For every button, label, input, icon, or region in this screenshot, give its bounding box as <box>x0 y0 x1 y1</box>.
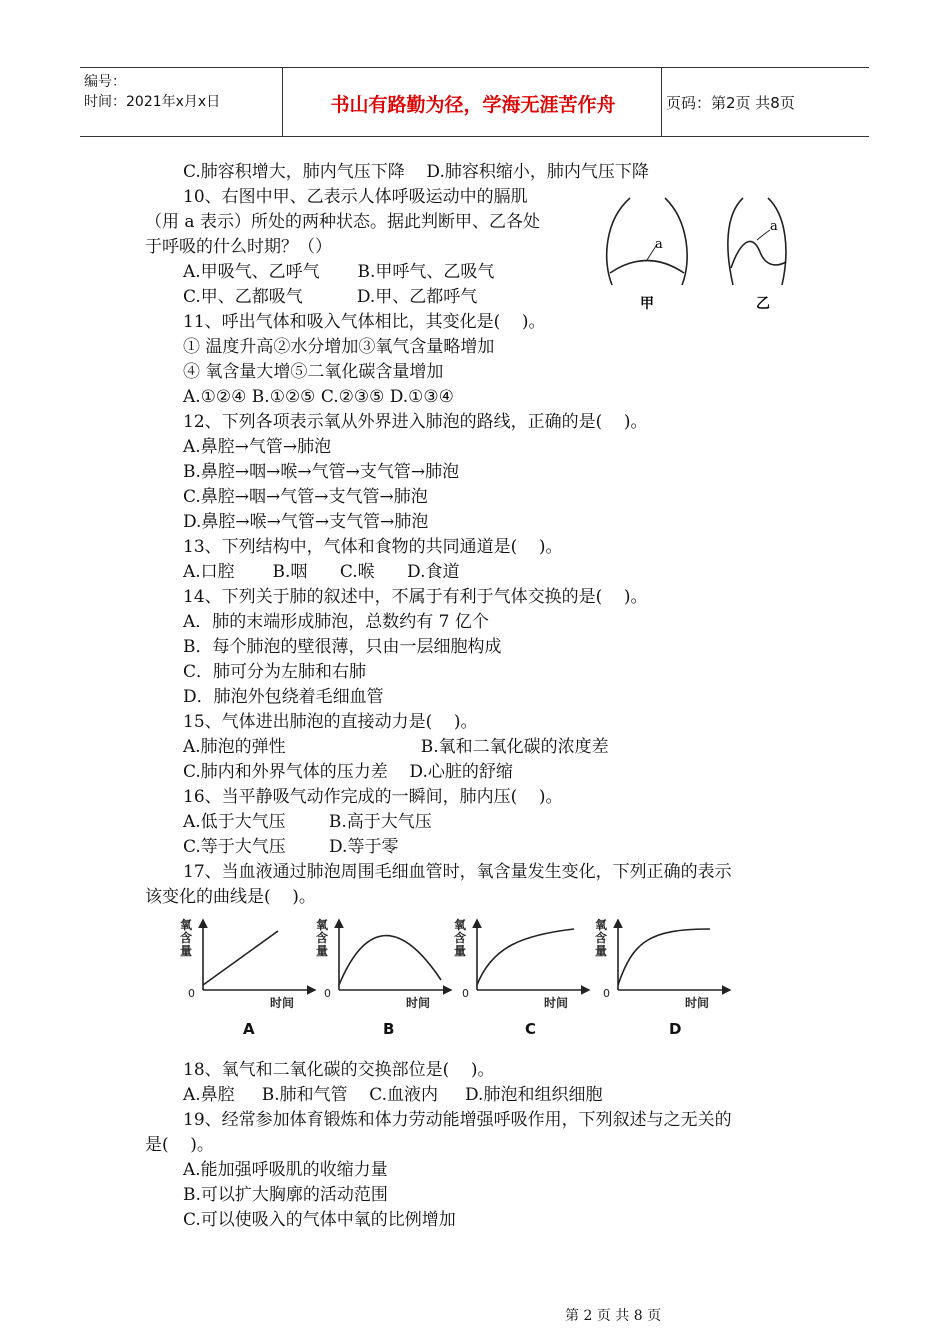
question-14: 14、下列关于肺的叙述中，不属于有利于气体交换的是( )。 <box>183 587 648 607</box>
graph-caption-a: A <box>243 1020 255 1038</box>
graph-d <box>595 917 730 1010</box>
oxygen-curve <box>339 936 441 985</box>
option-line: B.鼻腔→咽→喉→气管→支气管→肺泡 <box>183 462 460 482</box>
option-line: A.能加强呼吸肌的收缩力量 <box>183 1160 388 1180</box>
option-line: A.口腔 B.咽 C.喉 D.食道 <box>183 562 460 582</box>
chest-outline-jia <box>607 198 687 285</box>
header-divider <box>661 68 662 136</box>
graph-a <box>180 917 315 1010</box>
option-line: C.肺内和外界气体的压力差 D.心脏的舒缩 <box>183 762 513 782</box>
page-header <box>80 67 869 137</box>
graph-caption-c: C <box>525 1020 537 1038</box>
header-number-label: 编号： <box>84 74 126 90</box>
oxygen-curve <box>618 929 710 985</box>
option-line: C．肺可分为左肺和右肺 <box>183 662 367 682</box>
label-yi: 乙 <box>756 296 770 312</box>
question-18: 18、氧气和二氧化碳的交换部位是( )。 <box>183 1060 495 1080</box>
question-16: 16、当平静吸气动作完成的一瞬间，肺内压( )。 <box>183 787 563 807</box>
y-axis-label-char: 含 <box>595 931 608 945</box>
diaphragm-figure <box>600 190 810 320</box>
header-page-info: 页码：第2页 共8页 <box>666 94 795 112</box>
option-line: A.低于大气压 B.高于大气压 <box>183 812 432 832</box>
y-axis-label-char: 氧 <box>595 918 608 932</box>
y-axis-label-char: 氧 <box>454 918 467 932</box>
graph-caption-d: D <box>669 1020 682 1038</box>
diaphragm-curve-yi <box>731 241 786 268</box>
option-line: A.鼻腔 B.肺和气管 C.血液内 D.肺泡和组织细胞 <box>183 1085 603 1105</box>
text-line: C.肺容积增大，肺内气压下降 D.肺容积缩小，肺内气压下降 <box>183 162 649 182</box>
question-15: 15、气体进出肺泡的直接动力是( )。 <box>183 712 478 732</box>
y-axis-label-char: 量 <box>316 944 329 958</box>
y-axis-label-char: 氧 <box>316 918 329 932</box>
y-axis-label-char: 量 <box>180 944 193 958</box>
label-a-jia: a <box>655 237 663 252</box>
chest-outline-yi <box>728 198 786 285</box>
y-axis-label-char: 量 <box>454 944 467 958</box>
option-line: A.鼻腔→气管→肺泡 <box>183 437 332 457</box>
text-line: 该变化的曲线是( )。 <box>145 887 316 907</box>
oxygen-graphs <box>175 915 745 1010</box>
header-motto: 书山有路勤为径，学海无涯苦作舟 <box>330 94 616 116</box>
oxygen-curve <box>477 929 574 985</box>
y-axis-label-char: 氧 <box>180 918 193 932</box>
x-axis-label: 时间 <box>685 996 710 1010</box>
page-footer: 第 2 页 共 8 页 <box>565 1308 662 1324</box>
x-axis-label: 时间 <box>270 996 295 1010</box>
origin-label: 0 <box>324 987 331 1000</box>
origin-label: 0 <box>462 987 469 1000</box>
option-line: D.鼻腔→喉→气管→支气管→肺泡 <box>183 512 429 532</box>
text-line: ① 温度升高②水分增加③氧气含量略增加 <box>183 337 495 357</box>
option-line: A.①②④ B.①②⑤ C.②③⑤ D.①③④ <box>183 387 454 407</box>
option-line: A．肺的末端形成肺泡，总数约有 7 亿个 <box>183 612 489 632</box>
option-line: B.可以扩大胸廓的活动范围 <box>183 1185 388 1205</box>
y-axis-label-char: 含 <box>316 931 329 945</box>
text-line: （用 a 表示）所处的两种状态。据此判断甲、乙各处 <box>145 212 540 232</box>
y-axis-label-char: 含 <box>180 931 193 945</box>
question-17: 17、当血液通过肺泡周围毛细血管时，氧含量发生变化，下列正确的表示 <box>183 862 732 882</box>
text-line: ④ 氧含量大增⑤二氧化碳含量增加 <box>183 362 444 382</box>
y-axis-label-char: 量 <box>595 944 608 958</box>
label-jia: 甲 <box>640 296 654 312</box>
origin-label: 0 <box>603 987 610 1000</box>
graph-b <box>316 917 451 1010</box>
question-19: 19、经常参加体育锻炼和体力劳动能增强呼吸作用，下列叙述与之无关的 <box>183 1110 732 1130</box>
header-divider <box>282 68 283 136</box>
option-line: C.鼻腔→咽→气管→支气管→肺泡 <box>183 487 428 507</box>
option-line: C.甲、乙都吸气 D.甲、乙都呼气 <box>183 287 478 307</box>
option-line: C.等于大气压 D.等于零 <box>183 837 399 857</box>
option-line: C.可以使吸入的气体中氧的比例增加 <box>183 1210 456 1230</box>
option-line: A.甲吸气、乙呼气 B.甲呼气、乙吸气 <box>183 262 495 282</box>
graph-c <box>454 917 589 1010</box>
text-line: 是( )。 <box>145 1135 214 1155</box>
x-axis-label: 时间 <box>406 996 431 1010</box>
option-line: A.肺泡的弹性 B.氧和二氧化碳的浓度差 <box>183 737 609 757</box>
label-a-yi: a <box>770 219 778 234</box>
y-axis-label-char: 含 <box>454 931 467 945</box>
oxygen-curve <box>203 931 278 985</box>
diaphragm-curve-jia <box>610 261 684 274</box>
question-11: 11、呼出气体和吸入气体相比，其变化是( )。 <box>183 312 546 332</box>
question-12: 12、下列各项表示氧从外界进入肺泡的路线，正确的是( )。 <box>183 412 648 432</box>
option-line: D．肺泡外包绕着毛细血管 <box>183 687 384 707</box>
origin-label: 0 <box>188 987 195 1000</box>
label-pointer-yi <box>757 230 770 240</box>
graph-caption-b: B <box>383 1020 395 1038</box>
question-13: 13、下列结构中，气体和食物的共同通道是( )。 <box>183 537 563 557</box>
header-left <box>84 72 220 112</box>
question-10: 10、右图中甲、乙表示人体呼吸运动中的膈肌 <box>183 187 528 207</box>
x-axis-label: 时间 <box>544 996 569 1010</box>
header-date: 时间：2021年x月x日 <box>84 94 221 110</box>
option-line: B．每个肺泡的壁很薄，只由一层细胞构成 <box>183 637 502 657</box>
text-line: 于呼吸的什么时期？（） <box>145 237 332 257</box>
